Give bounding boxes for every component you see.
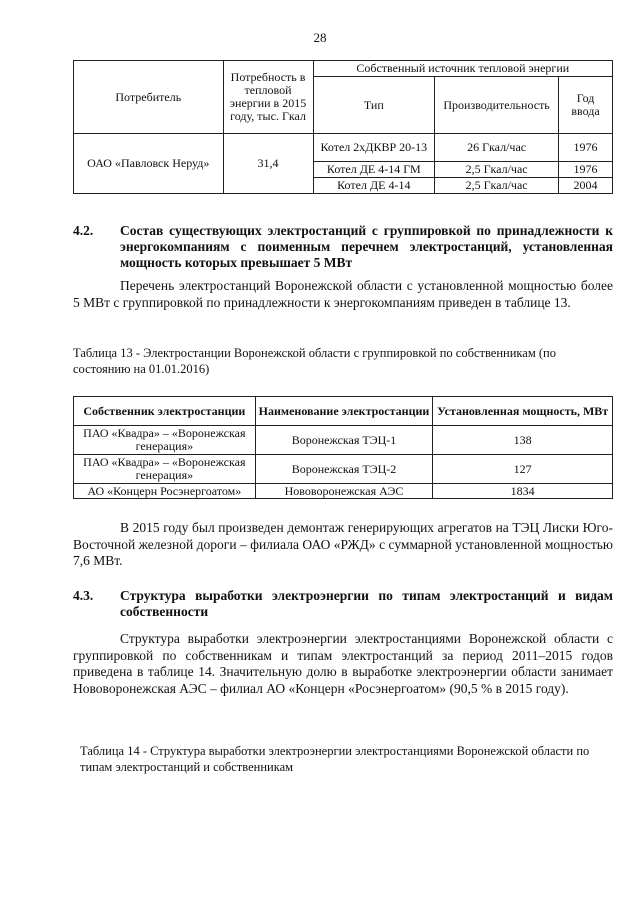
power-cell: 138 (433, 426, 613, 455)
paragraph: Структура выработки электроэнергии электростанциями Воронежской области с группировкой по собственникам и типам электростанций за период 2011–2015 годов приведена в таблице 14. Значительную долю в выработке электроэнергии области занимает Нововоронежская АЭС – филиал АО «Концерн «Росэнергоатом» (90,5 % в 2015 году). (73, 631, 613, 696)
header-capacity: Производительность (435, 77, 559, 134)
heat-source-table (73, 60, 613, 194)
demand-cell: 31,4 (223, 134, 313, 194)
page-number: 28 (313, 30, 327, 45)
header-demand: Потребность в тепловой энергии в 2015 году, тыс. Гкал (223, 61, 313, 134)
header-consumer: Потребитель (74, 61, 224, 134)
section-title: Структура выработки электроэнергии по типам электростанций и видам собственности (120, 588, 613, 619)
owner-cell: ПАО «Квадра» – «Воронежская генерация» (74, 426, 256, 455)
table-cell: 1976 (559, 162, 613, 178)
consumer-cell: ОАО «Павловск Неруд» (74, 134, 224, 194)
paragraph: Перечень электростанций Воронежской области с установленной мощностью более 5 МВт с группировкой по принадлежности к энергокомпаниям приведен в таблице 13. (73, 278, 613, 310)
power-cell: 127 (433, 455, 613, 484)
table-cell: Котел ДЕ 4-14 ГМ (313, 162, 435, 178)
owner-cell: АО «Концерн Росэнергоатом» (74, 484, 256, 499)
table-cell: 2,5 Гкал/час (435, 178, 559, 194)
header-type: Тип (313, 77, 435, 134)
table-cell: Котел ДЕ 4-14 (313, 178, 435, 194)
paragraph: В 2015 году был произведен демонтаж генерирующих агрегатов на ТЭЦ Лиски Юго-Восточной железной дороги – филиала ОАО «РЖД» с суммарной установленной мощностью 7,6 МВт. (73, 520, 613, 568)
table-row (74, 426, 613, 455)
header-own-source: Собственный источник тепловой энергии (313, 61, 613, 77)
table-cell: 2,5 Гкал/час (435, 162, 559, 178)
power-cell: 1834 (433, 484, 613, 499)
table-row (74, 484, 613, 499)
table-cell: Котел 2хДКВР 20-13 (313, 134, 435, 162)
owner-cell: ПАО «Квадра» – «Воронежская генерация» (74, 455, 256, 484)
station-cell: Нововоронежская АЭС (255, 484, 433, 499)
station-cell: Воронежская ТЭЦ-2 (255, 455, 433, 484)
power-stations-table (73, 396, 613, 499)
table-cell: 1976 (559, 134, 613, 162)
section-4-2-heading (73, 223, 613, 271)
station-cell: Воронежская ТЭЦ-1 (255, 426, 433, 455)
section-title: Состав существующих электростанций с группировкой по принадлежности к энергокомпаниям с поименным перечнем электростанций, установленная мощность которых превышает 5 МВт (120, 223, 613, 270)
section-4-3-heading (73, 588, 613, 620)
header-station: Наименование электростанции (255, 397, 433, 426)
table-14-caption: Таблица 14 - Структура выработки электроэнергии электростанциями Воронежской области по типам электростанций и собственникам (80, 744, 590, 774)
header-power: Установленная мощность, МВт (433, 397, 613, 426)
table-row (74, 455, 613, 484)
header-owner: Собственник электростанции (74, 397, 256, 426)
table-cell: 2004 (559, 178, 613, 194)
section-number: 4.3. (73, 588, 94, 603)
table-13-caption: Таблица 13 - Электростанции Воронежской области с группировкой по собственникам (по состоянию на 01.01.2016) (73, 346, 556, 376)
table-cell: 26 Гкал/час (435, 134, 559, 162)
header-year: Год ввода (559, 77, 613, 134)
section-number: 4.2. (73, 223, 94, 238)
